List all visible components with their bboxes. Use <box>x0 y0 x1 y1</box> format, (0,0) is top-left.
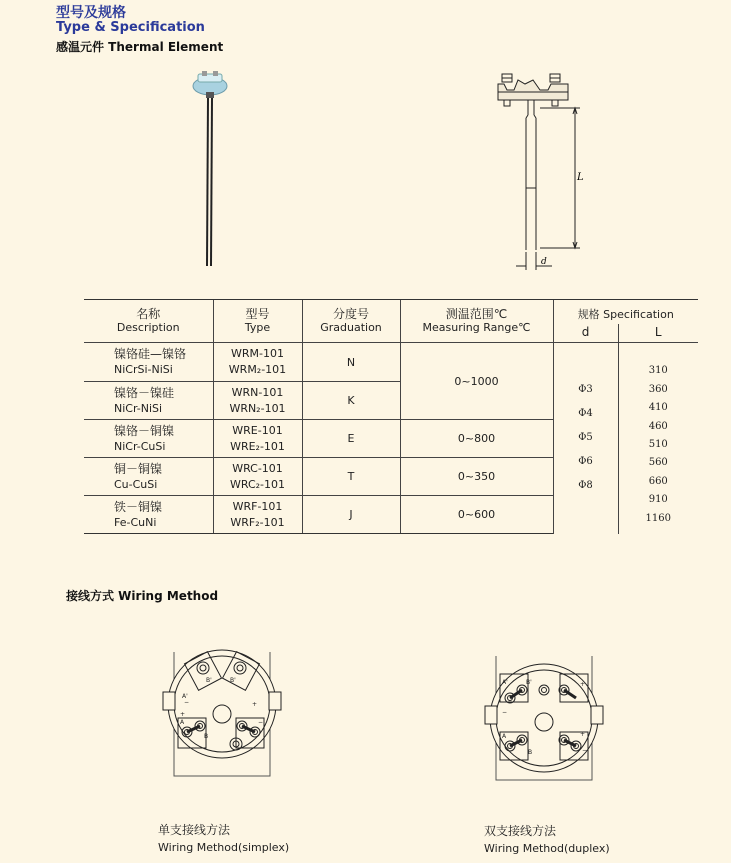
svg-text:A: A <box>502 733 507 740</box>
header-range: 测温范围℃ Measuring Range℃ <box>400 300 553 343</box>
header-graduation: 分度号 Graduation <box>302 300 400 343</box>
table-row: 镍铬－铜镍 NiCr-CuSi WRE-101 WRE₂-101 E 0~800 <box>84 420 698 458</box>
wiring-title: 接线方式 Wiring Method <box>66 589 219 603</box>
header-L: L <box>618 324 698 343</box>
table-row: 镍铬硅—镍铬 NiCrSi-NiSi WRM-101 WRM₂-101 N 0~1000 Φ3 Φ4 Φ5 Φ6 Φ8 310 360 410 460 510 560 660 910 1160 <box>84 343 698 382</box>
section-subtitle: 感温元件 Thermal Element <box>56 40 224 54</box>
svg-text:+: + <box>180 711 186 718</box>
range-cell: 0~1000 <box>400 343 553 420</box>
svg-text:B': B' <box>526 679 532 686</box>
table-row: 铁－铜镍 Fe-CuNi WRF-101 WRF₂-101 J 0~600 <box>84 496 698 534</box>
svg-text:A': A' <box>182 693 188 700</box>
spec-table <box>84 299 698 534</box>
svg-text:+: + <box>580 731 586 738</box>
svg-text:−: − <box>184 699 190 706</box>
range-cell: 0~800 <box>400 420 553 458</box>
thermal-element-photo <box>180 64 240 274</box>
header-spec: 规格 Specification <box>553 300 698 324</box>
wiring-diagram-duplex <box>482 652 606 792</box>
header-type: 型号 Type <box>213 300 302 343</box>
svg-text:−: − <box>258 719 264 726</box>
svg-text:B: B <box>528 749 533 756</box>
wiring-diagram-simplex <box>160 640 284 780</box>
length-label: L <box>577 172 584 183</box>
thermal-element-drawing <box>490 70 590 275</box>
svg-text:A': A' <box>502 679 508 686</box>
svg-text:B': B' <box>230 677 236 684</box>
header-d: d <box>553 324 618 343</box>
svg-text:B: B <box>204 733 209 740</box>
L-values: 310 360 410 460 510 560 660 910 1160 <box>618 343 698 534</box>
diameter-label: d <box>541 257 547 267</box>
svg-text:A: A <box>180 719 185 726</box>
svg-text:+: + <box>252 701 258 708</box>
range-cell: 0~350 <box>400 458 553 496</box>
d-values: Φ3 Φ4 Φ5 Φ6 Φ8 <box>553 343 618 534</box>
simplex-caption: 单支接线方法 Wiring Method(simplex) <box>158 823 290 854</box>
page-title-en: Type & Specification <box>56 20 205 35</box>
table-row: 镍铬－镍硅 NiCr-NiSi WRN-101 WRN₂-101 K <box>84 382 698 420</box>
svg-text:−: − <box>582 747 588 754</box>
table-row: 铜－铜镍 Cu-CuSi WRC-101 WRC₂-101 T 0~350 <box>84 458 698 496</box>
duplex-caption: 双支接线方法 Wiring Method(duplex) <box>484 824 610 855</box>
svg-text:+: + <box>580 681 586 688</box>
header-description: 名称 Description <box>84 300 213 343</box>
svg-text:−: − <box>502 709 508 716</box>
page-title-cn: 型号及规格 <box>56 5 126 21</box>
range-cell: 0~600 <box>400 496 553 534</box>
svg-text:B': B' <box>206 677 212 684</box>
